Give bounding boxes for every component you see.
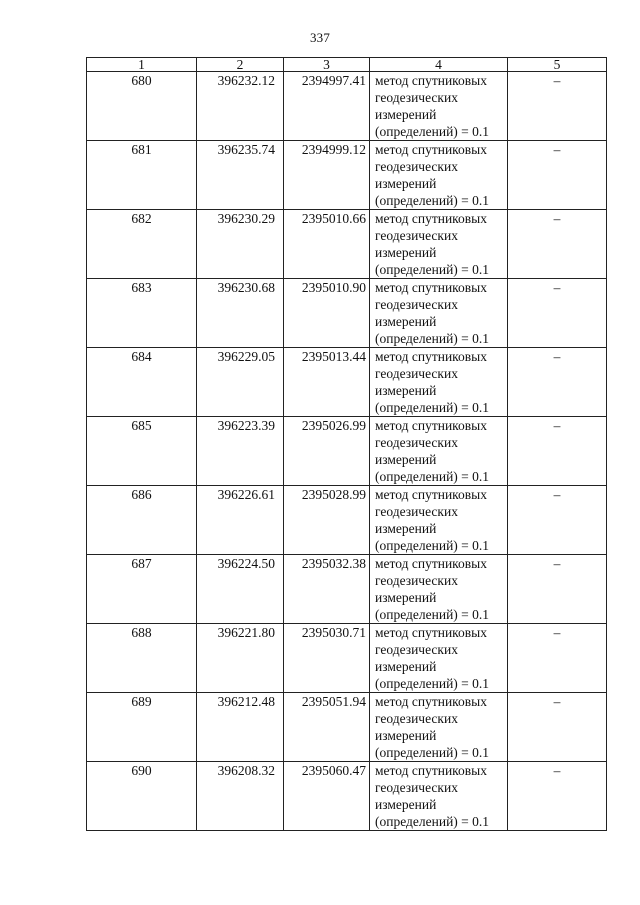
note-cell: –	[508, 417, 607, 486]
table-row	[87, 624, 607, 693]
method-description-cell: метод спутниковых геодезических измерений (определений) = 0.1	[370, 210, 508, 279]
page-number: 337	[309, 30, 331, 45]
method-description-cell: метод спутниковых геодезических измерений (определений) = 0.1	[370, 762, 508, 831]
point-number-cell: 688	[87, 624, 197, 693]
note-cell: –	[508, 279, 607, 348]
x-coordinate-cell: 396221.80	[197, 624, 284, 693]
method-description-cell: метод спутниковых геодезических измерений (определений) = 0.1	[370, 141, 508, 210]
point-number-cell: 681	[87, 141, 197, 210]
y-coordinate-cell: 2395051.94	[284, 693, 370, 762]
note-cell: –	[508, 555, 607, 624]
note-cell: –	[508, 486, 607, 555]
y-coordinate-cell: 2395010.66	[284, 210, 370, 279]
y-coordinate-cell: 2395032.38	[284, 555, 370, 624]
note-cell: –	[508, 348, 607, 417]
point-number-cell: 685	[87, 417, 197, 486]
method-description-cell: метод спутниковых геодезических измерений (определений) = 0.1	[370, 417, 508, 486]
method-description-cell: метод спутниковых геодезических измерений (определений) = 0.1	[370, 693, 508, 762]
table-row	[87, 693, 607, 762]
x-coordinate-cell: 396226.61	[197, 486, 284, 555]
column-header-1: 1	[87, 58, 197, 72]
point-number-cell: 683	[87, 279, 197, 348]
note-cell: –	[508, 141, 607, 210]
x-coordinate-cell: 396235.74	[197, 141, 284, 210]
x-coordinate-cell: 396232.12	[197, 72, 284, 141]
table-row	[87, 555, 607, 624]
method-description-cell: метод спутниковых геодезических измерений (определений) = 0.1	[370, 555, 508, 624]
x-coordinate-cell: 396229.05	[197, 348, 284, 417]
note-cell: –	[508, 693, 607, 762]
point-number-cell: 690	[87, 762, 197, 831]
y-coordinate-cell: 2395030.71	[284, 624, 370, 693]
method-description-cell: метод спутниковых геодезических измерений (определений) = 0.1	[370, 72, 508, 141]
note-cell: –	[508, 762, 607, 831]
column-header-2: 2	[197, 58, 284, 72]
note-cell: –	[508, 624, 607, 693]
x-coordinate-cell: 396224.50	[197, 555, 284, 624]
table-row	[87, 762, 607, 831]
x-coordinate-cell: 396208.32	[197, 762, 284, 831]
table-header-row	[87, 58, 607, 72]
method-description-cell: метод спутниковых геодезических измерений (определений) = 0.1	[370, 348, 508, 417]
x-coordinate-cell: 396212.48	[197, 693, 284, 762]
column-header-5: 5	[508, 58, 607, 72]
column-header-4: 4	[370, 58, 508, 72]
point-number-cell: 680	[87, 72, 197, 141]
table-body	[87, 72, 607, 831]
point-number-cell: 684	[87, 348, 197, 417]
y-coordinate-cell: 2395028.99	[284, 486, 370, 555]
method-description-cell: метод спутниковых геодезических измерений (определений) = 0.1	[370, 624, 508, 693]
table-row	[87, 210, 607, 279]
y-coordinate-cell: 2394999.12	[284, 141, 370, 210]
column-header-3: 3	[284, 58, 370, 72]
coordinates-table	[86, 57, 607, 831]
x-coordinate-cell: 396230.29	[197, 210, 284, 279]
table-row	[87, 72, 607, 141]
y-coordinate-cell: 2395010.90	[284, 279, 370, 348]
table-row	[87, 141, 607, 210]
y-coordinate-cell: 2395026.99	[284, 417, 370, 486]
note-cell: –	[508, 210, 607, 279]
y-coordinate-cell: 2395060.47	[284, 762, 370, 831]
table-row	[87, 486, 607, 555]
point-number-cell: 682	[87, 210, 197, 279]
table-row	[87, 417, 607, 486]
point-number-cell: 686	[87, 486, 197, 555]
x-coordinate-cell: 396223.39	[197, 417, 284, 486]
method-description-cell: метод спутниковых геодезических измерений (определений) = 0.1	[370, 279, 508, 348]
method-description-cell: метод спутниковых геодезических измерений (определений) = 0.1	[370, 486, 508, 555]
point-number-cell: 689	[87, 693, 197, 762]
table-row	[87, 279, 607, 348]
y-coordinate-cell: 2394997.41	[284, 72, 370, 141]
note-cell: –	[508, 72, 607, 141]
point-number-cell: 687	[87, 555, 197, 624]
x-coordinate-cell: 396230.68	[197, 279, 284, 348]
table-row	[87, 348, 607, 417]
y-coordinate-cell: 2395013.44	[284, 348, 370, 417]
